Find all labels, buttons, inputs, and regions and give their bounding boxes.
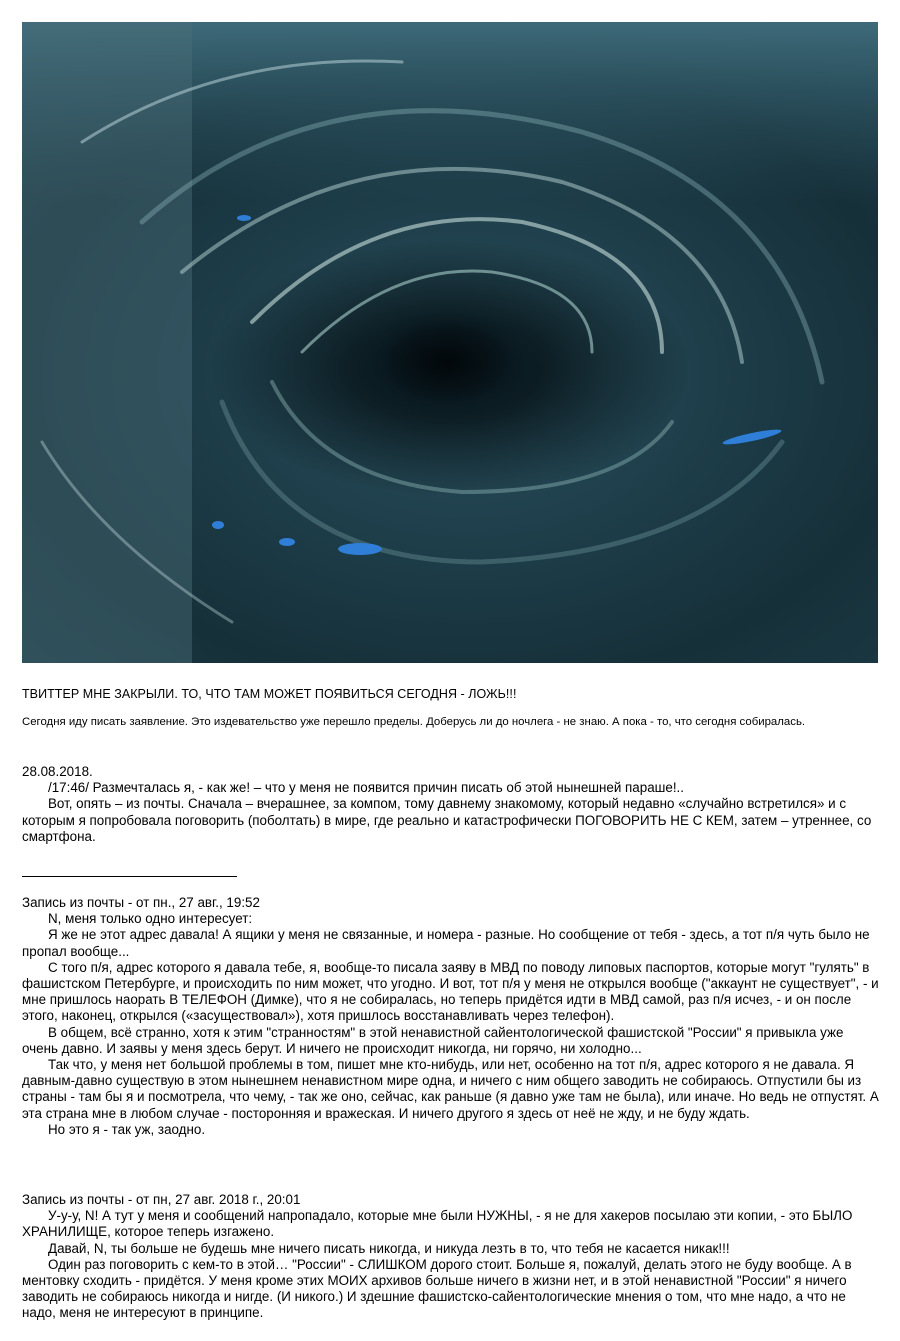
intro-note: Сегодня иду писать заявление. Это издевательство уже перешло пределы. Доберусь ли до ночлега - не знаю. А пока - то, что сегодня собиралась. [22,716,806,728]
mail-paragraph: В общем, всё странно, хотя к этим "странностям" в этой ненавистной сайентологической фашистской "России" я привыкла уже очень давно. И заявы у меня здесь берут. И ничего не происходит никогда, ни горячо, ни холодно... [22,1024,844,1056]
diary-entry [22,764,882,845]
mail-entry-1 [22,895,882,1138]
diary-paragraph: Вот, опять – из почты. Сначала – вчерашнее, за компом, тому давнему знакомому, который недавно «случайно встретился» и с которым я попробовала поговорить (поболтать) в мире, где реально и катастрофически ПОГОВОРИТЬ НЕ С КЕМ, затем – утреннее, со смартфона. [22,796,872,844]
mail-paragraph: Один раз поговорить с кем-то в этой… "России" - СЛИШКОМ дорого стоит. Больше я, пожалуй, делать этого не буду вообще. А в ментовку сходить - придётся. У меня кроме этих МОИХ архивов больше ничего в жизни нет, и в этой ненавистной "России" я ничего заводить не собираюсь никогда и нигде. (И никого.) И здешние фашистско-сайентологические мнения о том, что мне надо, а что не надо, меня не интересуют в принципе. [22,1256,852,1321]
mail-header: Запись из почты - от пн, 27 авг. 2018 г., 20:01 [22,1192,301,1207]
mail-header: Запись из почты - от пн., 27 авг., 19:52 [22,895,260,910]
whirlpool-drawing [22,22,878,663]
headline: ТВИТТЕР МНЕ ЗАКРЫЛИ. ТО, ЧТО ТАМ МОЖЕТ ПОЯВИТЬСЯ СЕГОДНЯ - ЛОЖЬ!!! [22,687,517,701]
entry-date: 28.08.2018. [22,764,93,779]
mail-paragraph: Так что, у меня нет большой проблемы в том, пишет мне кто-нибудь, или нет, особенно на тот п/я, адрес которого я не давала. Я давным-давно существую в этом нынешнем ненавистном мире одна, и ничего с ним общего заводить не собираюсь. Отпустили бы из страны - там бы я и посмотрела, что чему, - так же оно, сейчас, как раньше (я давно уже там не была), или иначе. Но ведь не отпустят. А эта страна мне в любом случае - посторонняя и вражеская. И ничего другого я здесь от неё не жду, и не буду ждать. [22,1057,879,1121]
mail-paragraph: С того п/я, адрес которого я давала тебе, я, вообще-то писала заяву в МВД по поводу липовых паспортов, которые могут "гулять" в фашистском Петербурге, и происходить по ним может, что угодно. И вот, тот п/я у меня не открылся вообще ("аккаунт не существует", - и мне пришлось наорать В ТЕЛЕФОН (Димке), что я не собиралась, но теперь придётся идти в МВД самой, раз п/я исчез, - и он после этого, наконец, открылся («засуществовал»), хотя пришлось восстанавливать через телефон). [22,959,879,1024]
whirlpool-photo [22,22,878,663]
mail-paragraph: Я же не этот адрес давала! А ящики у меня не связанные, и номера - разные. Но сообщение от тебя - здесь, а тот п/я чуть было не пропал вообще... [22,927,870,959]
mail-paragraph: Давай, N, ты больше не будешь мне ничего писать никогда, и никуда лезть в то, что тебя не касается никак!!! [48,1240,730,1256]
mail-paragraph: У-у-у, N! А тут у меня и сообщений напропадало, которые мне были НУЖНЫ, - я не для хакеров посылаю эти копии, - это БЫЛО ХРАНИЛИЩЕ, которое теперь изгажено. [22,1208,853,1240]
mail-paragraph: Но это я - так уж, заодно. [48,1121,206,1137]
mail-entry-2 [22,1192,882,1322]
divider [22,876,237,877]
mail-paragraph: N, меня только одно интересует: [48,911,253,927]
diary-paragraph: /17:46/ Размечталась я, - как же! – что у меня не появится причин писать об этой нынешней параше!.. [48,780,684,796]
